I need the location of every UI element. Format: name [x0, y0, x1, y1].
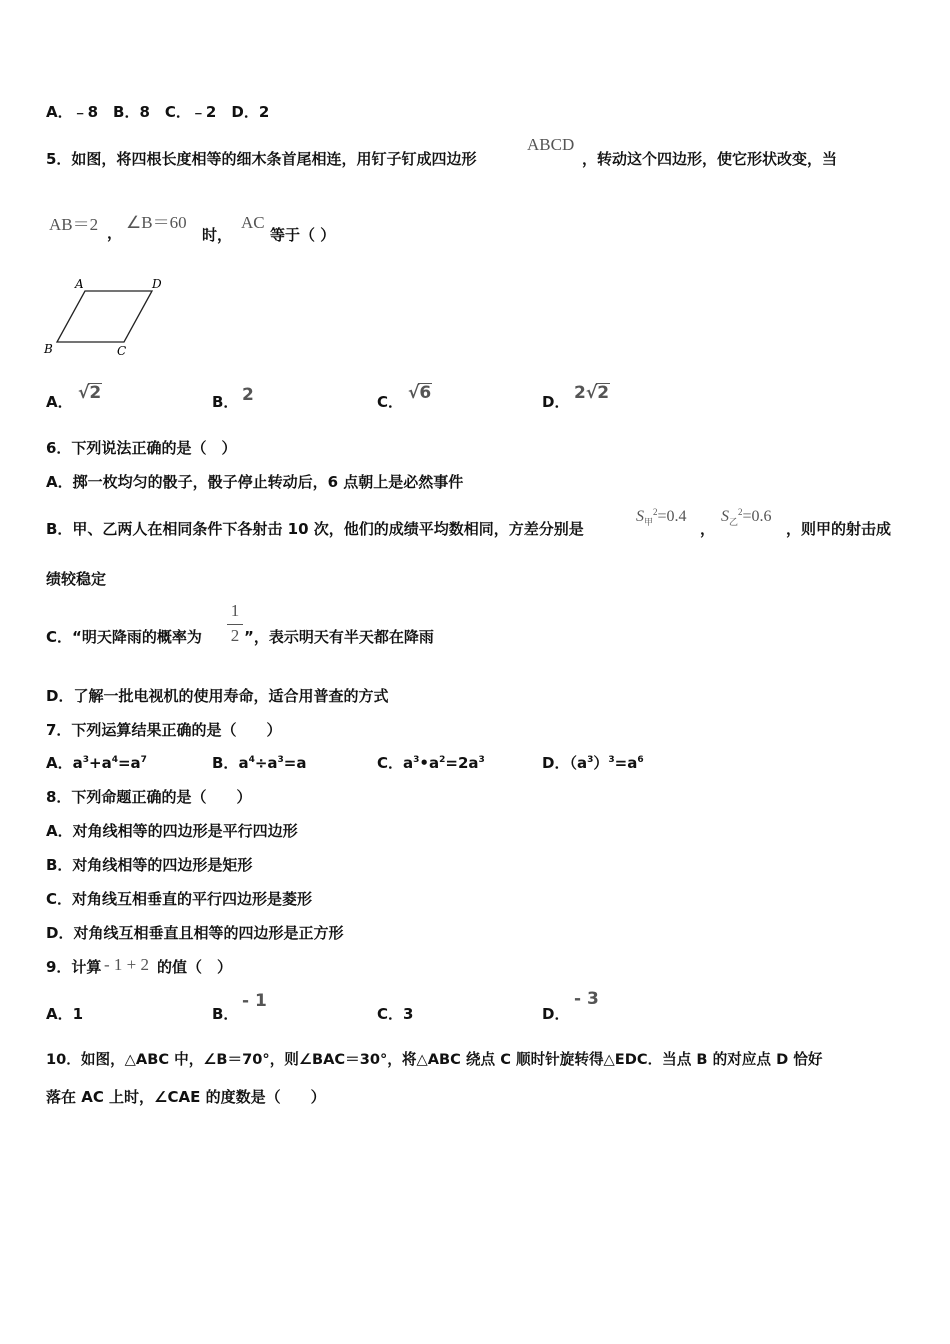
q5-option-a-label: A．	[46, 393, 73, 411]
q6-option-b-part2: ，则甲的射击成	[786, 520, 892, 538]
q6-variance-yi: $S_乙^2=0.6$	[721, 507, 772, 528]
q5-text-part1: 5．如图，将四根长度相等的细木条首尾相连，用钉子钉成四边形	[46, 150, 477, 168]
q7-title: 7．下列运算结果正确的是（ ）	[46, 721, 282, 739]
q5-math-ac: AC	[241, 213, 265, 232]
q6-fraction-bar	[227, 624, 243, 625]
q7-option-b: B．$a^4\div a^3=a$	[212, 754, 307, 772]
q9-title-part2: 的值（ ）	[157, 958, 233, 976]
q5-math-abcd: ABCD	[527, 135, 575, 154]
q6-fraction-denominator: 2	[230, 626, 240, 645]
q8-option-c: C．对角线互相垂直的平行四边形是菱形	[46, 890, 313, 908]
parallelogram-figure	[40, 272, 170, 364]
q9-option-a: A．1	[46, 1005, 84, 1023]
q8-title: 8．下列命题正确的是（ ）	[46, 788, 252, 806]
q7-option-c: C．$a^3•a^2=2a^3$	[377, 754, 485, 772]
q8-option-a: A．对角线相等的四边形是平行四边形	[46, 822, 298, 840]
q5-option-b-label: B．	[212, 393, 239, 411]
q6-option-b-part3: 绩较稳定	[46, 570, 107, 588]
q5-option-c-label: C．	[377, 393, 404, 411]
q9-option-b-value: - 1	[242, 991, 267, 1011]
parallelogram-shape	[57, 291, 152, 342]
q9-option-d-label: D．	[542, 1005, 570, 1023]
figure-label-b: B	[44, 342, 53, 356]
q5-option-d-label: D．	[542, 393, 570, 411]
q9-option-d-value: - 3	[574, 989, 599, 1009]
q8-option-b: B．对角线相等的四边形是矩形	[46, 856, 253, 874]
figure-label-a: A	[75, 277, 84, 291]
q10-line2: 落在 AC 上时，∠CAE 的度数是（ ）	[46, 1088, 326, 1106]
q5-text-part2: ，转动这个四边形，使它形状改变，当	[582, 150, 838, 168]
q5-option-d-value: 2√2	[574, 383, 610, 403]
q6-option-a: A．掷一枚均匀的骰子，骰子停止转动后，6 点朝上是必然事件	[46, 473, 464, 491]
q6-option-c-part2: ”，表示明天有半天都在降雨	[244, 628, 434, 646]
q6-title: 6．下列说法正确的是（ ）	[46, 439, 237, 457]
q9-option-c: C．3	[377, 1005, 414, 1023]
q6-option-c-part1: C．“明天降雨的概率为	[46, 628, 202, 646]
q7-option-d: D．$(a^3)^3=a^6$	[542, 754, 644, 772]
q5-option-b-value: 2	[242, 385, 254, 405]
q5-math-angle: ∠B＝60	[126, 213, 187, 232]
q5-text-part4: 等于（ ）	[270, 226, 336, 244]
q7-option-a: A．$a^3+a^4=a^7$	[46, 754, 147, 772]
q5-option-a-value: √2	[78, 383, 102, 403]
q10-line1: 10．如图，△ABC 中，∠B＝70°，则∠BAC＝30°，将△ABC 绕点 C 顺时针旋转得△EDC．当点 B 的对应点 D 恰好	[46, 1051, 823, 1068]
q6-variance-jia: $S_甲^2=0.4$	[636, 507, 687, 528]
q6-option-d: D．了解一批电视机的使用寿命，适合用普查的方式	[46, 687, 389, 705]
figure-label-c: C	[117, 344, 127, 358]
q8-option-d: D．对角线互相垂直且相等的四边形是正方形	[46, 924, 344, 942]
q5-math-ab: AB＝2	[49, 215, 99, 234]
q5-text-part3: 时，	[202, 226, 233, 244]
q9-title-part1: 9．计算	[46, 958, 102, 976]
q6-option-b-part1: B．甲、乙两人在相同条件下各射击 10 次，他们的成绩平均数相同，方差分别是	[46, 520, 584, 538]
q5-option-c-value: √6	[408, 383, 432, 403]
q6-fraction-numerator: 1	[230, 601, 240, 620]
q4-options: A．﹣8 B．8 C．﹣2 D．2	[46, 103, 270, 121]
q6-option-b-comma: ，	[700, 520, 716, 538]
q9-title-math: - 1 + 2	[104, 955, 149, 974]
figure-label-d: D	[152, 277, 162, 291]
q9-option-b-label: B．	[212, 1005, 239, 1023]
q5-comma: ，	[107, 224, 123, 242]
